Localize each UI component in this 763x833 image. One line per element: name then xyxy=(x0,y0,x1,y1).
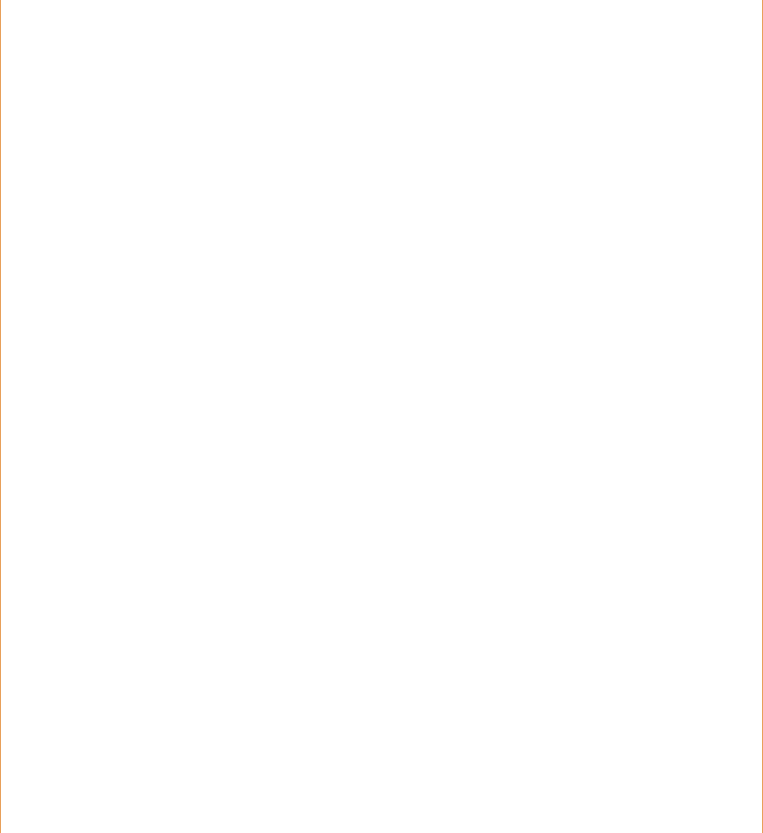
spec-table xyxy=(10,0,763,833)
top-spacer xyxy=(10,0,762,4)
left-border xyxy=(0,0,1,833)
